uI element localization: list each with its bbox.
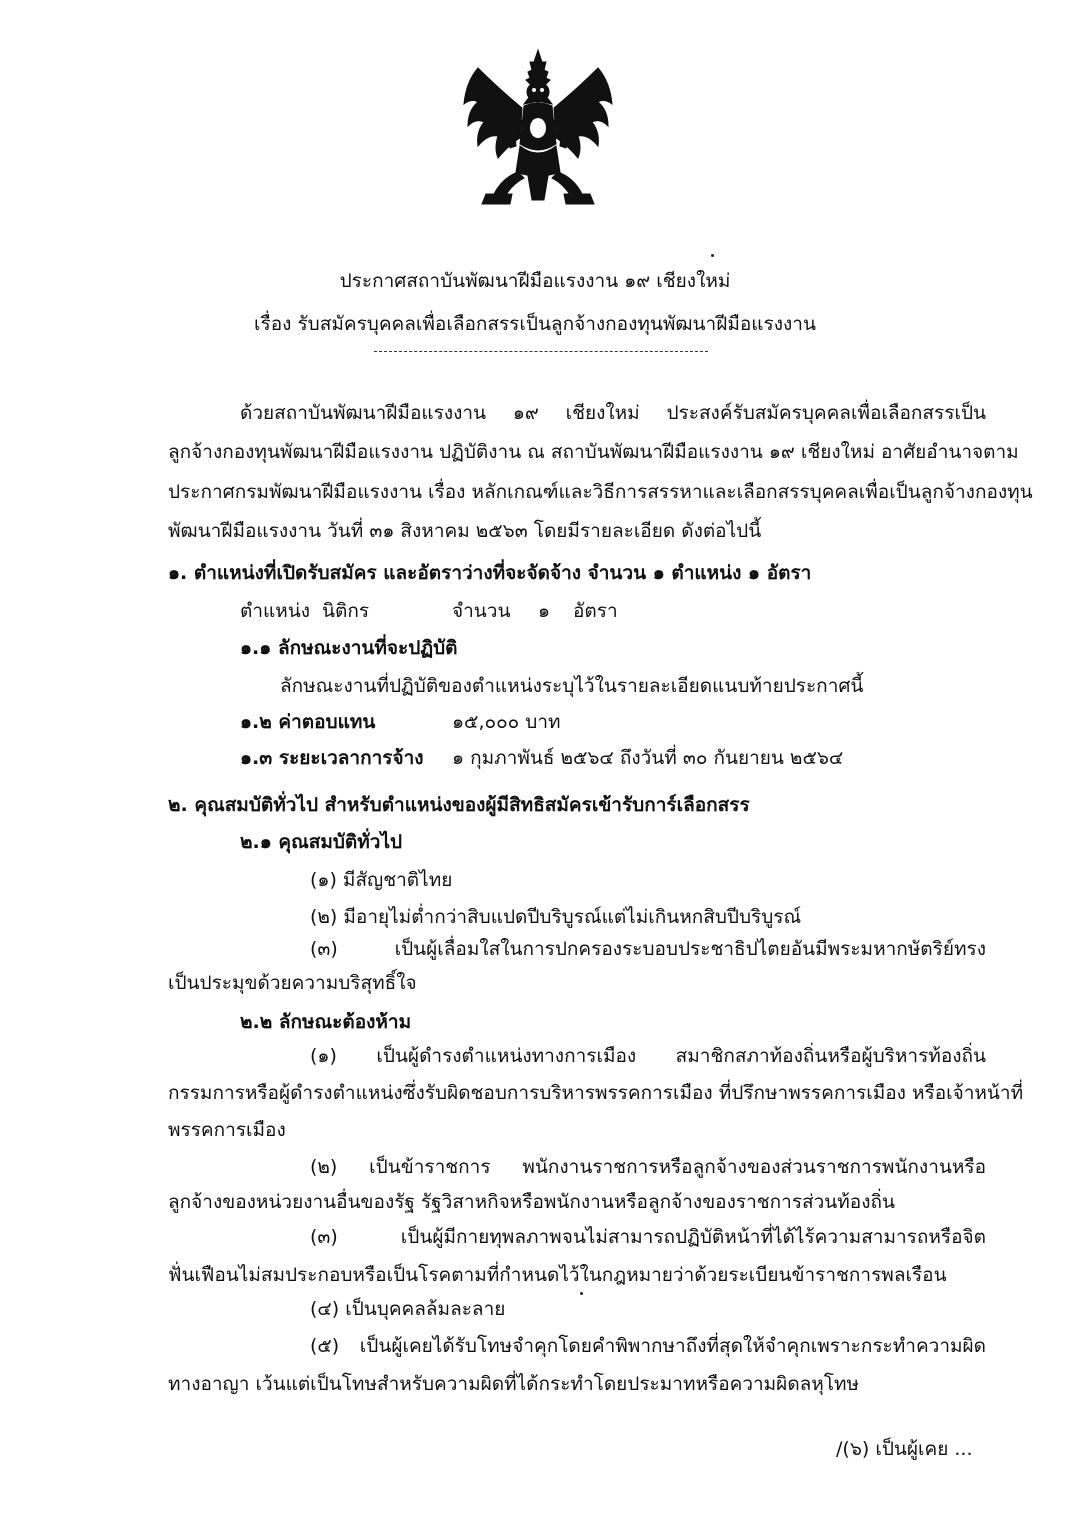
prohibition-1-line-1: (๑) เป็นผู้ดำรงตำแหน่งทางการเมือง สมาชิกสภาท้องถิ่นหรือผู้บริหารท้องถิ่น [310,1045,986,1067]
section-1-3-value: ๑ กุมภาพันธ์ ๒๕๖๔ ถึงวันที่ ๓๐ กันยายน ๒๕๖๔ [452,747,844,769]
header-divider [374,351,708,352]
intro-line-3: ประกาศกรมพัฒนาฝีมือแรงงาน เรื่อง หลักเกณฑ์และวิธีการสรรหาและเลือกสรรบุคคลเพื่อเป็นลูกจ้างกองทุน [168,481,1033,503]
intro-line-1: ด้วยสถาบันพัฒนาฝีมือแรงงาน ๑๙ เชียงใหม่ ประสงค์รับสมัครบุคคลเพื่อเลือกสรรเป็น [240,402,986,424]
count-value: ๑ [538,600,551,622]
prohibition-5-line-1: (๕) เป็นผู้เคยได้รับโทษจำคุกโดยคำพิพากษาถึงที่สุดให้จำคุกเพราะกระทำความผิด [310,1335,986,1357]
qualification-item-2: (๒) มีอายุไม่ต่ำกว่าสิบแปดปีบริบูรณ์แต่ไม่เกินหกสิบปีบริบูรณ์ [310,906,802,928]
section-2-heading: ๒. คุณสมบัติทั่วไป สำหรับตำแหน่งของผู้มีสิทธิสมัครเข้ารับการ์เลือกสรร [168,794,750,816]
prohibition-2-line-2: ลูกจ้างของหน่วยงานอื่นของรัฐ รัฐวิสาหกิจหรือพนักงานหรือลูกจ้างของราชการส่วนท้องถิ่น [168,1191,895,1213]
section-1-heading: ๑. ตำแหน่งที่เปิดรับสมัคร และอัตราว่างที่จะจัดจ้าง จำนวน ๑ ตำแหน่ง ๑ อัตรา [168,562,812,584]
garuda-emblem-icon [458,48,618,210]
position-value: นิติกร [322,600,370,622]
section-1-2-heading: ๑.๒ ค่าตอบแทน [240,711,376,733]
announcement-subject: เรื่อง รับสมัครบุคคลเพื่อเลือกสรรเป็นลูกจ้างกองทุนพัฒนาฝีมือแรงงาน [254,313,816,335]
prohibition-4-line-1: (๔) เป็นบุคคลล้มละลาย [310,1298,506,1320]
scan-speck [711,254,714,257]
section-1-2-value: ๑๕,๐๐๐ บาท [452,711,561,733]
prohibition-1-line-2: กรรมการหรือผู้ดำรงตำแหน่งซึ่งรับผิดชอบการบริหารพรรคการเมือง ที่ปรึกษาพรรคการเมือง หรือเจ้าหน้าที่ [168,1082,1024,1104]
announcement-title: ประกาศสถาบันพัฒนาฝีมือแรงงาน ๑๙ เชียงใหม่ [339,270,731,292]
qualification-item-1: (๑) มีสัญชาติไทย [310,869,453,891]
position-label: ตำแหน่ง [240,600,311,622]
intro-line-4: พัฒนาฝีมือแรงงาน วันที่ ๓๑ สิงหาคม ๒๕๖๓ โดยมีรายละเอียด ดังต่อไปนี้ [168,520,762,542]
scan-speck [580,1292,583,1295]
count-label: จำนวน [452,600,511,622]
prohibition-3-line-2: ฟั่นเฟือนไม่สมประกอบหรือเป็นโรคตามที่กำหนดไว้ในกฎหมายว่าด้วยระเบียนข้าราชการพลเรือน [168,1264,947,1286]
section-1-1-heading: ๑.๑ ลักษณะงานที่จะปฏิบัติ [240,637,458,659]
prohibition-5-line-2: ทางอาญา เว้นแต่เป็นโทษสำหรับความผิดที่ได้กระทำโดยประมาทหรือความผิดลหุโทษ [168,1373,860,1395]
section-2-2-heading: ๒.๒ ลักษณะต้องห้าม [240,1011,412,1033]
count-unit: อัตรา [573,600,618,622]
section-1-1-text: ลักษณะงานที่ปฏิบัติของตำแหน่งระบุไว้ในรายละเอียดแนบท้ายประกาศนี้ [280,675,864,697]
prohibition-3-line-1: (๓) เป็นผู้มีกายทุพลภาพจนไม่สามารถปฏิบัติหน้าที่ได้ไร้ความสามารถหรือจิต [310,1226,986,1248]
qualification-item-3-cont: เป็นประมุขด้วยความบริสุทธิ์ใจ [168,972,417,994]
prohibition-2-line-1: (๒) เป็นข้าราชการ พนักงานราชการหรือลูกจ้างของส่วนราชการพนักงานหรือ [310,1156,986,1178]
section-1-3-heading: ๑.๓ ระยะเวลาการจ้าง [240,747,424,769]
prohibition-1-line-3: พรรคการเมือง [168,1119,286,1141]
page-continuation: /(๖) เป็นผู้เคย ... [836,1438,973,1460]
intro-line-2: ลูกจ้างกองทุนพัฒนาฝีมือแรงงาน ปฏิบัติงาน ณ สถาบันพัฒนาฝีมือแรงงาน ๑๙ เชียงใหม่ อาศัยอำนาจตาม [168,441,1019,463]
qualification-item-3: (๓) เป็นผู้เลื่อมใสในการปกครองระบอบประชาธิปไตยอันมีพระมหากษัตริย์ทรง [310,938,986,960]
section-2-1-heading: ๒.๑ คุณสมบัติทั่วไป [240,831,403,853]
